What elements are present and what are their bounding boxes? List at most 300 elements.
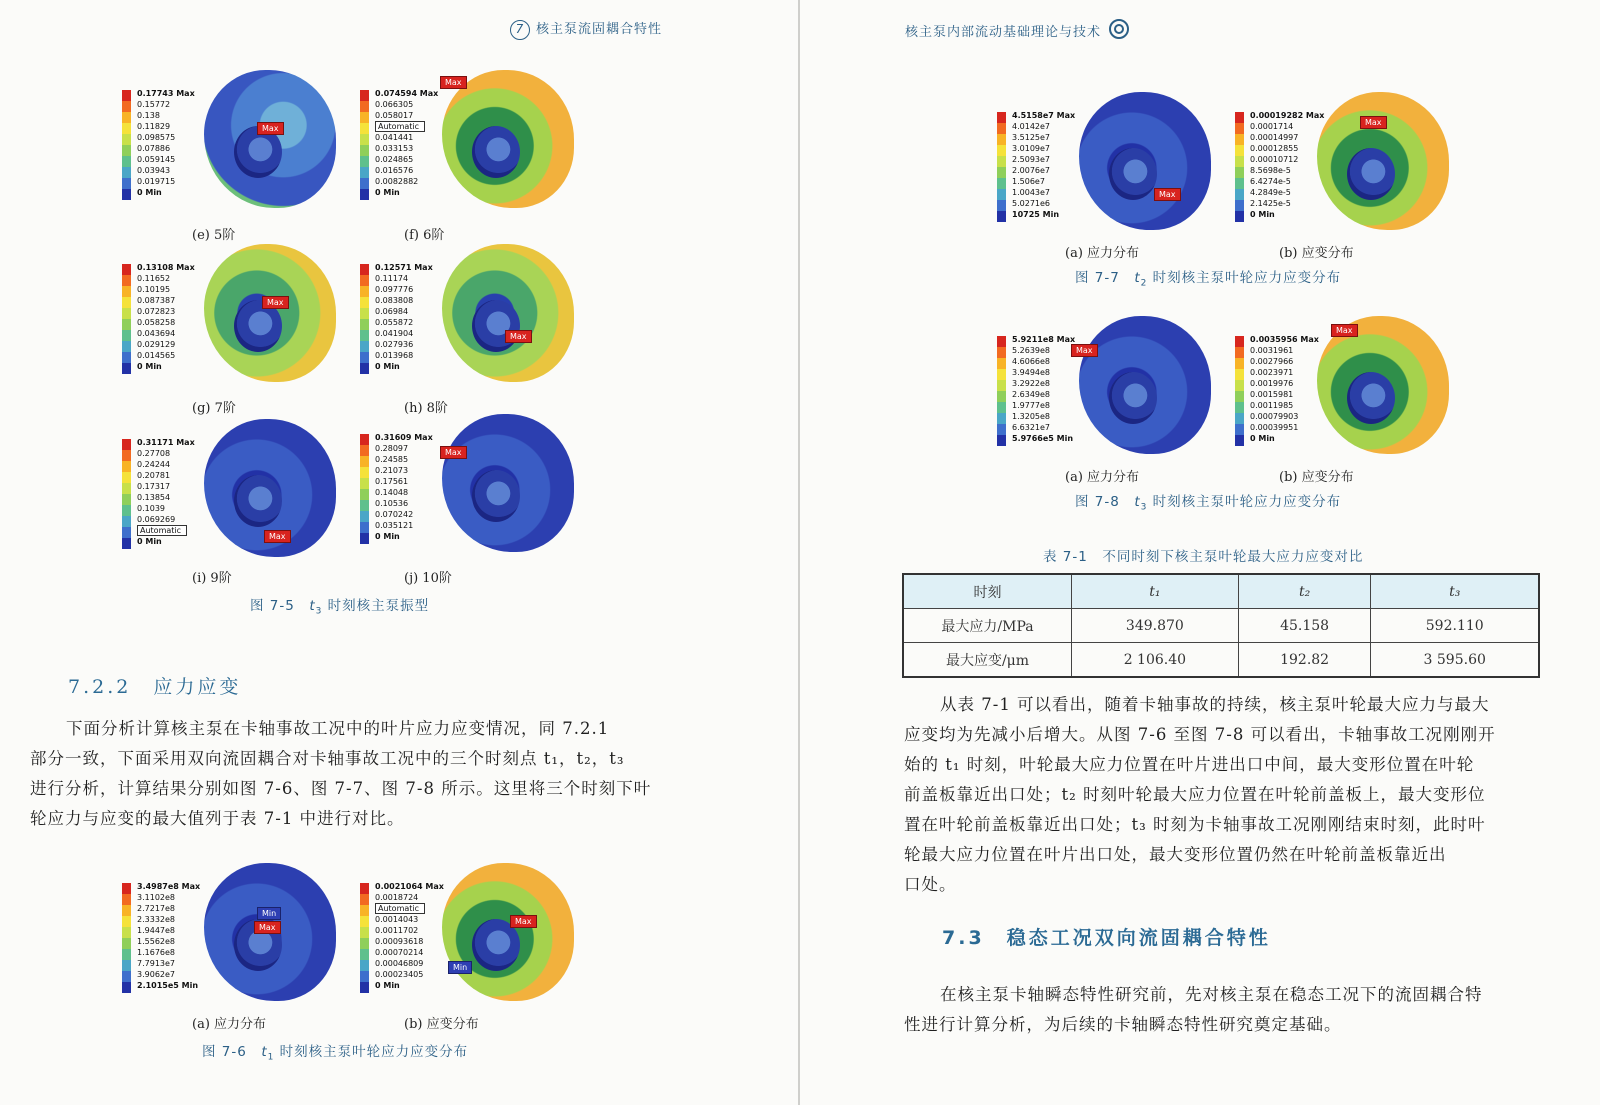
legend-color-bar <box>122 90 131 200</box>
panel-caption: (a) 应力分布 <box>192 1017 267 1032</box>
para-line: 进行分析，计算结果分别如图 7-6、图 7-7、图 7-8 所示。这里将三个时刻下叶 <box>30 779 652 798</box>
impeller-hub <box>234 475 282 527</box>
left-page <box>0 0 798 1105</box>
paragraph-right-2 <box>904 980 1540 1040</box>
legend-label: 0.070242 <box>375 510 414 519</box>
legend-label: 0.00012855 <box>1250 144 1299 153</box>
legend-label: Automatic <box>375 121 425 132</box>
chapter-badge: 7 <box>510 20 530 40</box>
legend-label: 0.11174 <box>375 274 409 283</box>
legend-swatch <box>997 178 1006 189</box>
legend-label: 0.058258 <box>137 318 176 327</box>
legend-swatch <box>1235 112 1244 123</box>
legend-swatch <box>122 949 131 960</box>
max-marker: Max <box>257 122 284 135</box>
book-logo-icon <box>1109 19 1129 39</box>
legend-swatch <box>122 145 131 156</box>
legend-label: 0.00046809 <box>375 959 424 968</box>
section-title: 稳态工况双向流固耦合特性 <box>1006 927 1271 949</box>
max-marker: Max <box>1360 116 1387 129</box>
legend-label: 0.00014997 <box>1250 133 1299 142</box>
legend-swatch <box>360 308 369 319</box>
legend-swatch <box>997 424 1006 435</box>
legend-label: 0.31171 Max <box>137 438 195 447</box>
running-head-right <box>905 16 1129 40</box>
legend-labels <box>1250 334 1319 444</box>
legend-labels <box>137 881 200 991</box>
max-marker: Max <box>440 76 467 89</box>
legend-label: 5.0271e6 <box>1012 199 1051 208</box>
caption-var: t <box>261 1044 268 1060</box>
legend-swatch <box>360 189 369 200</box>
legend-swatch <box>360 363 369 374</box>
legend-swatch <box>997 200 1006 211</box>
legend-label: 1.5562e8 <box>137 937 176 946</box>
legend-label: 0.014565 <box>137 351 176 360</box>
caption-label: 图 7-6 <box>202 1044 247 1060</box>
legend-labels <box>375 881 444 991</box>
para-line: 部分一致，下面采用双向流固耦合对卡轴事故工况中的三个时刻点 t₁，t₂，t₃ <box>30 749 625 768</box>
table-7-1 <box>902 573 1540 678</box>
legend-swatch <box>360 982 369 993</box>
legend-swatch <box>122 352 131 363</box>
legend-swatch <box>997 358 1006 369</box>
legend-label: Automatic <box>375 903 425 914</box>
caption-text: 时刻核主泵叶轮应力应变分布 <box>279 1044 469 1060</box>
legend-label: 0.055872 <box>375 318 414 327</box>
legend-swatch <box>1235 347 1244 358</box>
legend-swatch <box>122 927 131 938</box>
table-cell: 最大应力/MPa <box>903 609 1072 643</box>
legend-label: 0.0027966 <box>1250 357 1294 366</box>
legend-label: 0.083808 <box>375 296 414 305</box>
panel-caption: (a) 应力分布 <box>1065 246 1140 261</box>
table-cell: 349.870 <box>1072 609 1239 643</box>
legend-label: 1.9777e8 <box>1012 401 1051 410</box>
para-line: 从表 7-1 可以看出，随着卡轴事故的持续，核主泵叶轮最大应力与最大 <box>940 695 1490 714</box>
para-line: 前盖板靠近出口处；t₂ 时刻叶轮最大应力位置在叶轮前盖板上，最大变形位 <box>904 785 1486 804</box>
max-marker: Max <box>510 915 537 928</box>
legend-label: 0 Min <box>375 532 400 541</box>
figure-7-5-caption <box>250 594 429 617</box>
right-page <box>800 0 1600 1105</box>
panel-caption: (e) 5阶 <box>192 228 236 243</box>
table-cell: 45.158 <box>1238 609 1371 643</box>
paragraph-right-1 <box>904 690 1540 900</box>
legend-swatch <box>997 134 1006 145</box>
legend-label: 0.035121 <box>375 521 414 530</box>
legend-label: 0.027936 <box>375 340 414 349</box>
legend-swatch <box>122 264 131 275</box>
legend-label: 4.5158e7 Max <box>1012 111 1076 120</box>
legend-color-bar <box>1235 336 1244 446</box>
legend-swatch <box>997 112 1006 123</box>
legend-swatch <box>122 275 131 286</box>
panel-caption: (f) 6阶 <box>404 228 445 243</box>
legend-swatch <box>360 894 369 905</box>
legend-swatch <box>997 413 1006 424</box>
legend-label: 3.1102e8 <box>137 893 176 902</box>
legend-swatch <box>122 90 131 101</box>
legend-swatch <box>122 505 131 516</box>
legend-color-bar <box>360 90 369 200</box>
legend-swatch <box>122 450 131 461</box>
panel-caption: (g) 7阶 <box>192 401 236 416</box>
legend-swatch <box>360 134 369 145</box>
table-header-cell: t₂ <box>1238 574 1371 609</box>
legend-swatch <box>1235 336 1244 347</box>
panel-caption: (b) 应变分布 <box>404 1017 479 1032</box>
legend-swatch <box>1235 435 1244 446</box>
table-cell: 最大应变/μm <box>903 643 1072 678</box>
legend-label: 0.11652 <box>137 274 171 283</box>
legend-color-bar <box>122 439 131 549</box>
running-head-title: 核主泵流固耦合特性 <box>536 22 663 37</box>
table-row <box>903 609 1539 643</box>
legend-label: 0.17317 <box>137 482 171 491</box>
legend-swatch <box>122 971 131 982</box>
legend-label: 0.019715 <box>137 177 176 186</box>
legend-color-bar <box>360 883 369 993</box>
max-marker: Max <box>1154 188 1181 201</box>
max-marker: Max <box>440 446 467 459</box>
legend-swatch <box>997 189 1006 200</box>
legend-swatch <box>360 883 369 894</box>
legend-swatch <box>122 916 131 927</box>
legend-label: 8.5698e-5 <box>1250 166 1291 175</box>
legend-swatch <box>122 883 131 894</box>
legend-label: 0.013968 <box>375 351 414 360</box>
legend-swatch <box>1235 156 1244 167</box>
legend-swatch <box>360 286 369 297</box>
panel-caption: (b) 应变分布 <box>1279 246 1354 261</box>
legend-label: 0.07886 <box>137 144 171 153</box>
legend-label: 0.13854 <box>137 493 171 502</box>
legend-color-bar <box>997 112 1006 222</box>
legend-swatch <box>360 511 369 522</box>
table-header-cell: t₁ <box>1072 574 1239 609</box>
legend-swatch <box>122 319 131 330</box>
table-header-cell: t₃ <box>1371 574 1539 609</box>
para-line: 始的 t₁ 时刻，叶轮最大应力位置在叶片进出口中间，最大变形位置在叶轮 <box>904 755 1475 774</box>
impeller-hub <box>472 126 520 178</box>
legend-label: 0.20781 <box>137 471 171 480</box>
legend-swatch <box>997 123 1006 134</box>
legend-swatch <box>360 341 369 352</box>
legend-label: 0.0015981 <box>1250 390 1294 399</box>
legend-label: 0.00093618 <box>375 937 424 946</box>
legend-swatch <box>997 347 1006 358</box>
legend-label: 0.016576 <box>375 166 414 175</box>
legend-swatch <box>1235 189 1244 200</box>
legend-swatch <box>360 522 369 533</box>
legend-label: 0 Min <box>137 188 162 197</box>
panel-caption: (h) 8阶 <box>404 401 448 416</box>
legend-label: 0.029129 <box>137 340 176 349</box>
legend-swatch <box>360 352 369 363</box>
caption-sub: 3 <box>1140 502 1148 513</box>
para-line: 置在叶轮前盖板靠近出口处；t₃ 时刻为卡轴事故工况刚刚结束时刻，此时叶 <box>904 815 1486 834</box>
legend-swatch <box>122 330 131 341</box>
legend-swatch <box>122 472 131 483</box>
legend-label: 0.10536 <box>375 499 409 508</box>
legend-swatch <box>1235 200 1244 211</box>
legend-swatch <box>997 402 1006 413</box>
legend-label: 0.0011985 <box>1250 401 1294 410</box>
running-head-left <box>510 18 662 40</box>
legend-swatch <box>360 297 369 308</box>
legend-swatch <box>1235 167 1244 178</box>
legend-swatch <box>122 439 131 450</box>
caption-label: 图 7-7 <box>1075 270 1120 286</box>
legend-swatch <box>360 927 369 938</box>
caption-label: 图 7-5 <box>250 598 295 614</box>
section-title: 应力应变 <box>153 676 242 698</box>
legend-swatch <box>360 275 369 286</box>
legend-label: 0.00010712 <box>1250 155 1299 164</box>
legend-swatch <box>997 145 1006 156</box>
legend-swatch <box>122 341 131 352</box>
legend-swatch <box>997 369 1006 380</box>
min-marker: Min <box>257 907 281 920</box>
legend-swatch <box>1235 145 1244 156</box>
legend-label: 0.28097 <box>375 444 409 453</box>
legend-swatch <box>360 178 369 189</box>
legend-swatch <box>122 960 131 971</box>
legend-label: 0.0014043 <box>375 915 419 924</box>
legend-label: 0.00023405 <box>375 970 424 979</box>
legend-label: 3.0109e7 <box>1012 144 1051 153</box>
legend-swatch <box>1235 358 1244 369</box>
legend-swatch <box>1235 380 1244 391</box>
legend-label: 0.069269 <box>137 515 176 524</box>
legend-label: 2.1015e5 Min <box>137 981 199 990</box>
para-line: 口处。 <box>904 875 957 894</box>
legend-label: Automatic <box>137 525 187 536</box>
table-cell: 192.82 <box>1238 643 1371 678</box>
legend-swatch <box>997 380 1006 391</box>
legend-label: 0.15772 <box>137 100 171 109</box>
legend-swatch <box>997 211 1006 222</box>
legend-color-bar <box>997 336 1006 446</box>
legend-label: 0.00079903 <box>1250 412 1299 421</box>
table-cell: 3 595.60 <box>1371 643 1539 678</box>
max-marker: Max <box>254 921 281 934</box>
legend-swatch <box>360 264 369 275</box>
legend-label: 6.6321e7 <box>1012 423 1051 432</box>
legend-labels <box>375 88 438 198</box>
legend-label: 0.0018724 <box>375 893 419 902</box>
caption-text: 时刻核主泵叶轮应力应变分布 <box>1152 270 1342 286</box>
legend-label: 3.2922e8 <box>1012 379 1051 388</box>
legend-label: 0.00070214 <box>375 948 424 957</box>
legend-label: 7.7913e7 <box>137 959 176 968</box>
caption-label: 图 7-8 <box>1075 494 1120 510</box>
legend-label: 1.506e7 <box>1012 177 1045 186</box>
legend-swatch <box>360 445 369 456</box>
impeller-hub <box>472 300 520 352</box>
legend-swatch <box>122 516 131 527</box>
legend-label: 0 Min <box>375 188 400 197</box>
legend-label: 0.11829 <box>137 122 171 131</box>
caption-text: 时刻核主泵叶轮应力应变分布 <box>1152 494 1342 510</box>
legend-label: 0 Min <box>1250 210 1275 219</box>
legend-swatch <box>122 905 131 916</box>
legend-label: 0.03943 <box>137 166 171 175</box>
legend-label: 0.0035956 Max <box>1250 335 1319 344</box>
figure-7-6-caption <box>202 1040 468 1063</box>
panel-caption: (j) 10阶 <box>404 571 452 586</box>
legend-label: 1.0043e7 <box>1012 188 1051 197</box>
legend-swatch <box>1235 134 1244 145</box>
legend-label: 0.06984 <box>375 307 409 316</box>
legend-swatch <box>122 894 131 905</box>
legend-swatch <box>1235 178 1244 189</box>
legend-label: 4.0142e7 <box>1012 122 1051 131</box>
legend-swatch <box>122 112 131 123</box>
legend-labels <box>1012 334 1075 444</box>
legend-swatch <box>360 330 369 341</box>
legend-swatch <box>360 101 369 112</box>
legend-label: 0.066305 <box>375 100 414 109</box>
legend-color-bar <box>122 264 131 374</box>
legend-swatch <box>122 101 131 112</box>
legend-label: 5.9766e5 Min <box>1012 434 1074 443</box>
legend-swatch <box>360 90 369 101</box>
legend-swatch <box>122 178 131 189</box>
legend-swatch <box>122 461 131 472</box>
legend-swatch <box>360 156 369 167</box>
para-line: 下面分析计算核主泵在卡轴事故工况中的叶片应力应变情况，同 7.2.1 <box>66 719 610 738</box>
legend-swatch <box>360 467 369 478</box>
legend-labels <box>137 262 195 372</box>
panel-caption: (b) 应变分布 <box>1279 470 1354 485</box>
legend-label: 0.27708 <box>137 449 171 458</box>
table-cell: 592.110 <box>1371 609 1539 643</box>
legend-label: 0.1039 <box>137 504 165 513</box>
legend-labels <box>1012 110 1075 220</box>
legend-label: 0.087387 <box>137 296 176 305</box>
legend-labels <box>375 262 433 372</box>
legend-swatch <box>360 319 369 330</box>
legend-swatch <box>997 336 1006 347</box>
legend-label: 0.0082882 <box>375 177 419 186</box>
legend-swatch <box>360 123 369 134</box>
legend-label: 0.097776 <box>375 285 414 294</box>
legend-swatch <box>122 297 131 308</box>
legend-swatch <box>360 533 369 544</box>
legend-swatch <box>122 494 131 505</box>
legend-label: 0.17743 Max <box>137 89 195 98</box>
legend-label: 2.5093e7 <box>1012 155 1051 164</box>
para-line: 轮最大应力位置在叶片出口处，最大变形位置仍然在叶轮前盖板靠近出 <box>904 845 1447 864</box>
legend-labels <box>137 88 195 198</box>
panel-caption: (i) 9阶 <box>192 571 232 586</box>
legend-swatch <box>1235 413 1244 424</box>
legend-color-bar <box>1235 112 1244 222</box>
legend-label: 0.0023971 <box>1250 368 1294 377</box>
section-number: 7.3 <box>942 927 985 949</box>
legend-labels <box>375 432 433 542</box>
legend-label: 0.24244 <box>137 460 171 469</box>
para-line: 应变均为先减小后增大。从图 7-6 至图 7-8 可以看出，卡轴事故工况刚刚开 <box>904 725 1496 744</box>
legend-swatch <box>360 949 369 960</box>
legend-swatch <box>997 435 1006 446</box>
legend-label: 0.138 <box>137 111 160 120</box>
legend-label: 5.2639e8 <box>1012 346 1051 355</box>
legend-label: 10725 Min <box>1012 210 1060 219</box>
legend-swatch <box>1235 211 1244 222</box>
legend-label: 0.12571 Max <box>375 263 433 272</box>
legend-label: 0 Min <box>137 537 162 546</box>
legend-color-bar <box>360 264 369 374</box>
legend-label: 1.3205e8 <box>1012 412 1051 421</box>
legend-label: 0.00019282 Max <box>1250 111 1325 120</box>
legend-label: 0.072823 <box>137 307 176 316</box>
legend-label: 0 Min <box>137 362 162 371</box>
max-marker: Max <box>1331 324 1358 337</box>
legend-label: 0.041904 <box>375 329 414 338</box>
legend-swatch <box>1235 424 1244 435</box>
legend-label: 0.058017 <box>375 111 414 120</box>
legend-label: 0.13108 Max <box>137 263 195 272</box>
legend-label: 4.2849e-5 <box>1250 188 1291 197</box>
legend-label: 1.1676e8 <box>137 948 176 957</box>
legend-label: 4.6066e8 <box>1012 357 1051 366</box>
legend-label: 3.9062e7 <box>137 970 176 979</box>
legend-label: 0.074594 Max <box>375 89 439 98</box>
legend-swatch <box>997 391 1006 402</box>
table-7-1-caption: 表 7-1 不同时刻下核主泵叶轮最大应力应变对比 <box>1043 549 1364 565</box>
caption-text: 时刻核主泵振型 <box>327 598 430 614</box>
max-marker: Max <box>264 530 291 543</box>
legend-label: 0.098575 <box>137 133 176 142</box>
figure-7-8-caption <box>1075 490 1341 513</box>
para-line: 在核主泵卡轴瞬态特性研究前，先对核主泵在稳态工况下的流固耦合特 <box>940 985 1483 1004</box>
legend-label: 0.0021064 Max <box>375 882 444 891</box>
legend-label: 2.0076e7 <box>1012 166 1051 175</box>
legend-label: 0.0011702 <box>375 926 419 935</box>
para-line: 性进行计算分析，为后续的卡轴瞬态特性研究奠定基础。 <box>904 1015 1342 1034</box>
legend-swatch <box>360 905 369 916</box>
legend-label: 3.5125e7 <box>1012 133 1051 142</box>
legend-label: 0.31609 Max <box>375 433 433 442</box>
legend-labels <box>1250 110 1324 220</box>
legend-labels <box>137 437 195 547</box>
legend-label: 0.0001714 <box>1250 122 1294 131</box>
section-heading-7-3 <box>942 923 1271 950</box>
max-marker: Max <box>1071 344 1098 357</box>
legend-swatch <box>122 167 131 178</box>
legend-swatch <box>122 123 131 134</box>
legend-label: 0.14048 <box>375 488 409 497</box>
legend-label: 6.4274e-5 <box>1250 177 1291 186</box>
legend-label: 2.6349e8 <box>1012 390 1051 399</box>
max-marker: Max <box>505 330 532 343</box>
legend-label: 0.043694 <box>137 329 176 338</box>
legend-swatch <box>1235 402 1244 413</box>
legend-label: 0.24585 <box>375 455 409 464</box>
caption-sub: 1 <box>267 1052 275 1063</box>
impeller-hub <box>472 470 520 522</box>
figure-7-7-caption <box>1075 266 1341 289</box>
legend-swatch <box>360 916 369 927</box>
legend-label: 0.21073 <box>375 466 409 475</box>
legend-swatch <box>122 538 131 549</box>
paragraph-left <box>30 714 670 834</box>
legend-label: 0.041441 <box>375 133 414 142</box>
legend-swatch <box>360 478 369 489</box>
